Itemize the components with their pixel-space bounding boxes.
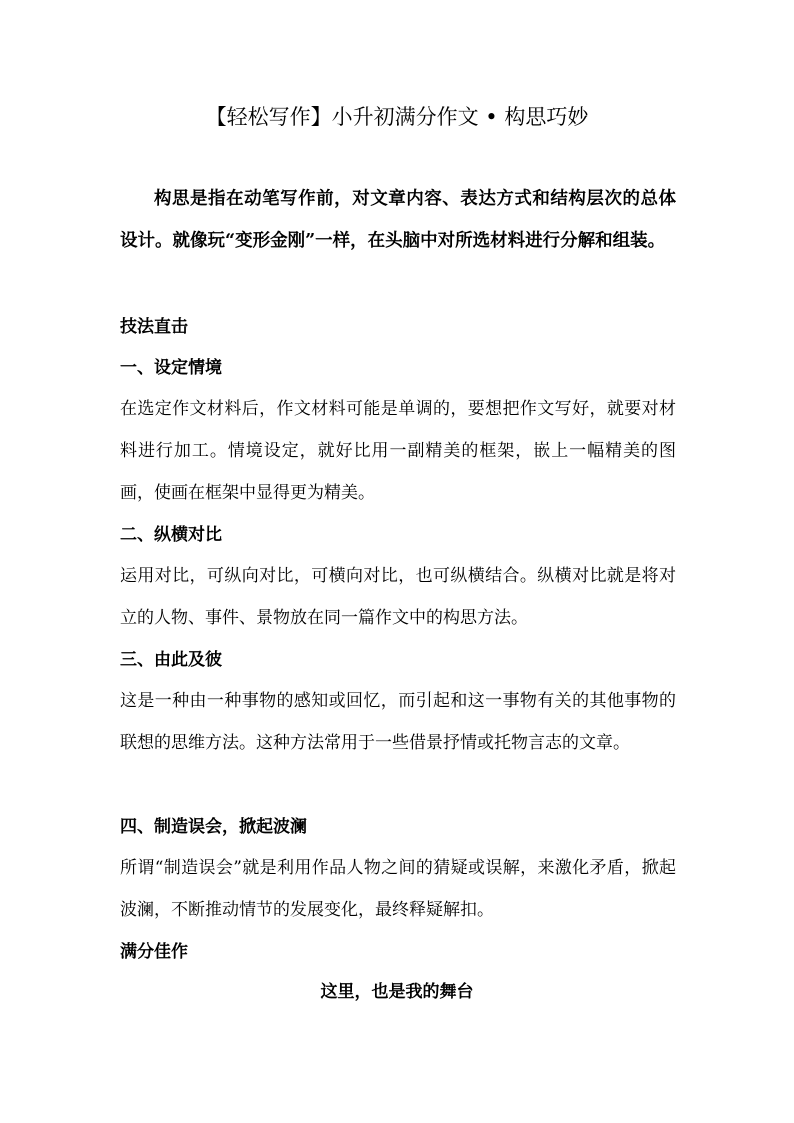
intro-paragraph: 构思是指在动笔写作前，对文章内容、表达方式和结构层次的总体设计。就像玩“变形金刚”一样，在头脑中对所选材料进行分解和组装。 — [120, 189, 676, 251]
technique-body-2: 运用对比，可纵向对比，可横向对比，也可纵横结合。纵横对比就是将对立的人物、事件、景物放在同一篇作文中的构思方法。 — [120, 566, 676, 628]
document-title: 【轻松写作】小升初满分作文 • 构思巧妙 — [205, 105, 589, 129]
section-label-techniques: 技法直击 — [120, 317, 188, 337]
technique-heading-2: 二、纵横对比 — [120, 525, 222, 545]
technique-heading-1: 一、设定情境 — [120, 358, 222, 378]
technique-body-1: 在选定作文材料后，作文材料可能是单调的，要想把作文写好，就要对材料进行加工。情境设定，就好比用一副精美的框架，嵌上一幅精美的图画，使画在框架中显得更为精美。 — [120, 399, 676, 503]
essay-title: 这里，也是我的舞台 — [320, 982, 474, 1002]
technique-body-3: 这是一种由一种事物的感知或回忆，而引起和这一事物有关的其他事物的联想的思维方法。这种方法常用于一些借景抒情或托物言志的文章。 — [120, 691, 676, 753]
section-label-showcase: 满分佳作 — [120, 942, 188, 962]
technique-body-4: 所谓“制造误会”就是利用作品人物之间的猜疑或误解，来激化矛盾，掀起波澜，不断推动情节的发展变化，最终释疑解扣。 — [120, 858, 676, 920]
technique-heading-3: 三、由此及彼 — [120, 650, 222, 670]
technique-heading-4: 四、制造误会，掀起波澜 — [120, 817, 307, 837]
